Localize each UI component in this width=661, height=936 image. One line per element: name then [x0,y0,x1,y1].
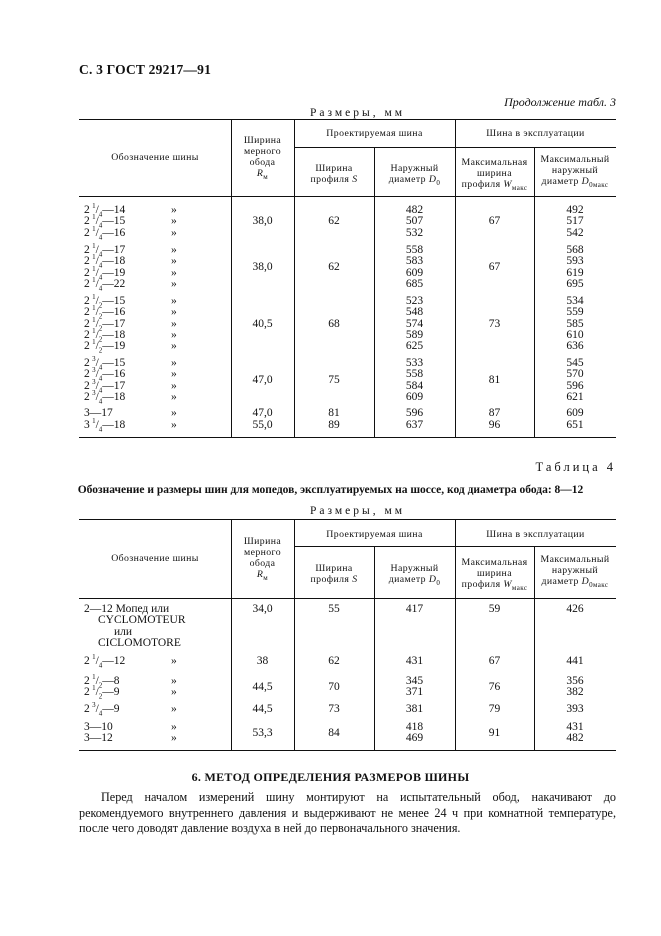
ditto-mark: » [171,340,177,353]
max-outer-diameter-value: 393 [566,703,584,715]
max-outer-diameter-value: 593 [566,255,584,268]
ditto-mark: » [171,277,177,290]
tire-designation-text: 3 $^1/_4—18$ [84,417,126,434]
section-width-value: 68 [328,317,340,330]
header-section-width: Ширина профиля S [310,163,358,185]
t4-header-design-tire: Проектируемая шина [326,529,423,540]
max-outer-diameter-value: 545 [566,357,584,369]
outer-diameter-value: 371 [405,686,424,699]
tire-designation-text: 2 $^1/_4—19$ [84,264,126,281]
ditto-mark: » [171,675,177,687]
dimensions-label-table3: Размеры, мм [310,107,406,119]
max-outer-diameter-value: 441 [566,655,584,667]
table4-bottom-rule [79,750,616,751]
dimensions-label-table4: Размеры, мм [310,505,406,517]
max-section-width-value: 79 [488,703,501,715]
max-section-width-value: 96 [488,419,501,431]
max-outer-diameter-value: 570 [566,368,584,381]
tire-designation [84,366,229,383]
tire-designation-text: 2 $^1/_4—17$ [84,242,126,259]
ditto-mark: » [171,407,177,419]
outer-diameter-value: 533 [405,357,424,369]
max-outer-diameter-value: 619 [566,266,584,279]
tire-designation [84,408,229,419]
max-outer-diameter-value: 596 [566,379,584,392]
t4-header-designation: Обозначение шины [111,553,199,564]
tire-designation-text: 2 $^1/_2—17$ [84,315,126,332]
t4-header-rim-width: Ширина мерного обода $R_м$ [243,536,282,582]
ditto-mark: » [171,655,177,667]
tire-designation-text: 2 $^3/_4—15$ [84,355,126,372]
outer-diameter-value: 417 [405,603,424,615]
tire-designation [84,653,229,670]
tire-designation [84,253,229,270]
max-outer-diameter-value: 482 [566,732,584,745]
rim-width-value: 47,0 [252,373,273,386]
table4-col-divider [455,519,456,750]
tire-designation [84,417,229,434]
outer-diameter-value: 523 [405,295,424,307]
tire-designation [84,213,229,230]
rim-width-value: 38,0 [252,215,273,228]
max-outer-diameter-value: 568 [566,244,584,256]
tire-designation-text: 2 $^1/_2—19$ [84,338,126,355]
tire-designation-text: CICLOMOTORE [98,636,181,649]
outer-diameter-value: 482 [405,204,424,216]
ditto-mark: » [171,419,177,431]
outer-diameter-value: 637 [405,419,424,431]
outer-diameter-value: 431 [405,655,424,667]
header-outer-diameter: Наружный диаметр $D_0$ [388,163,441,187]
ditto-mark: » [171,317,177,330]
section-width-value: 55 [328,603,340,615]
outer-diameter-value: 418 [405,721,424,733]
max-outer-diameter-value: 585 [566,317,584,330]
rim-width-value: 38,0 [252,260,273,273]
tire-designation-text: CYCLOMOTEUR [98,614,186,627]
outer-diameter-value: 584 [405,379,424,392]
header-designation: Обозначение шины [111,152,199,163]
tire-designation-text: 2 $^3/_4—16$ [84,366,126,383]
rim-width-value: 47,0 [252,407,273,419]
max-outer-diameter-value: 492 [566,204,584,216]
outer-diameter-value: 625 [405,340,424,353]
outer-diameter-value: 685 [405,277,424,290]
max-section-width-value: 87 [488,407,501,419]
t4-header-outer-diameter: Наружный диаметр $D_0$ [388,563,441,587]
max-outer-diameter-value: 621 [566,390,584,403]
section-width-value: 89 [328,419,340,431]
ditto-mark: » [171,328,177,341]
header-service-tire: Шина в эксплуатации [486,128,585,139]
table3-header-rule [79,196,616,197]
section-width-value: 62 [328,215,340,228]
section-width-value: 84 [328,726,340,739]
table3-top-rule [79,119,616,120]
outer-diameter-value: 609 [405,390,424,403]
outer-diameter-value: 548 [405,306,424,319]
max-section-width-value: 76 [488,680,501,693]
outer-diameter-value: 507 [405,215,424,228]
ditto-mark: » [171,295,177,307]
tire-designation-text: 2 $^1/_2—18$ [84,327,126,344]
ditto-mark: » [171,686,177,699]
max-outer-diameter-value: 517 [566,215,584,228]
header-max-outer-diameter: Максимальный наружный диаметр $D_{0макс}$ [540,154,610,189]
ditto-mark: » [171,703,177,715]
outer-diameter-value: 469 [405,732,424,745]
outer-diameter-value: 381 [405,703,424,715]
table4-label: Таблица 4 [535,460,616,474]
tire-designation-text: 2 $^1/_4—18$ [84,253,126,270]
max-outer-diameter-value: 356 [566,675,584,687]
max-outer-diameter-value: 609 [566,407,584,419]
outer-diameter-value: 558 [405,244,424,256]
ditto-mark: » [171,255,177,268]
tire-designation-text: 2 $^1/_4—12$ [84,653,126,670]
ditto-mark: » [171,215,177,228]
t4-header-section-width: Ширина профиля S [310,563,358,585]
ditto-mark: » [171,721,177,733]
rim-width-value: 34,0 [252,603,273,615]
rim-width-value: 44,5 [252,703,273,715]
max-section-width-value: 67 [488,655,501,667]
max-outer-diameter-value: 431 [566,721,584,733]
t4-header-max-outer-diameter: Максимальный наружный диаметр $D_{0макс}$ [540,554,610,589]
max-outer-diameter-value: 426 [566,603,584,615]
max-outer-diameter-value: 382 [566,686,584,699]
tire-designation-text: или [114,625,133,638]
table4-col-divider [294,519,295,750]
rim-width-value: 40,5 [252,317,273,330]
outer-diameter-value: 609 [405,266,424,279]
header-design-tire: Проектируемая шина [326,128,423,139]
tire-designation-text: 2 $^1/_4—16$ [84,224,126,241]
rim-width-value: 38 [256,655,269,667]
tire-designation-text: 2 $^1/_2—8$ [84,673,120,690]
max-section-width-value: 91 [488,726,501,739]
ditto-mark: » [171,368,177,381]
continuation-note: Продолжение табл. 3 [504,95,616,109]
outer-diameter-value: 558 [405,368,424,381]
tire-designation [84,684,229,701]
outer-diameter-value: 532 [405,226,424,239]
t4-header-service-tire: Шина в эксплуатации [486,529,585,540]
section-title: 6. МЕТОД ОПРЕДЕЛЕНИЯ РАЗМЕРОВ ШИНЫ [191,770,470,784]
section-width-value: 75 [328,373,340,386]
section-width-value: 81 [328,407,340,419]
tire-designation-text: 2 $^1/_4—14$ [84,202,126,219]
tire-designation-text: 2 $^1/_4—22$ [84,276,126,293]
section-width-value: 62 [328,655,340,667]
max-outer-diameter-value: 559 [566,306,584,319]
ditto-mark: » [171,390,177,403]
outer-diameter-value: 574 [405,317,424,330]
max-outer-diameter-value: 534 [566,295,584,307]
table4-header-rule [79,598,616,599]
ditto-mark: » [171,226,177,239]
rim-width-value: 53,3 [252,726,273,739]
outer-diameter-value: 345 [405,675,424,687]
tire-designation-text: 3—17 [84,407,113,419]
rim-width-value: 55,0 [252,419,273,431]
outer-diameter-value: 589 [405,328,424,341]
tire-designation-text: 2 $^1/_2—9$ [84,684,120,701]
tire-designation [84,276,229,293]
max-section-width-value: 81 [488,373,501,386]
max-outer-diameter-value: 636 [566,340,584,353]
tire-designation-text: 2 $^3/_4—9$ [84,701,120,718]
tire-designation [84,304,229,321]
max-outer-diameter-value: 651 [566,419,584,431]
tire-designation [84,338,229,355]
max-outer-diameter-value: 542 [566,226,584,239]
max-section-width-value: 73 [488,317,501,330]
outer-diameter-value: 596 [405,407,424,419]
tire-designation [84,224,229,241]
header-max-section-width: Максимальная ширина профиля $W_{макс}$ [461,157,528,192]
ditto-mark: » [171,306,177,319]
page-header: С. 3 ГОСТ 29217—91 [79,62,212,77]
max-section-width-value: 67 [488,260,501,273]
max-outer-diameter-value: 695 [566,277,584,290]
tire-designation-text: 3—12 [84,732,113,745]
ditto-mark: » [171,379,177,392]
tire-designation [98,638,243,649]
tire-designation-text: 2—12 Мопед или [84,603,170,615]
max-outer-diameter-value: 610 [566,328,584,341]
ditto-mark: » [171,732,177,745]
section-width-value: 62 [328,260,340,273]
ditto-mark: » [171,266,177,279]
table3-bottom-rule [79,437,616,438]
tire-designation [84,389,229,406]
t4-header-max-section-width: Максимальная ширина профиля $W_{макс}$ [461,557,528,592]
section-width-value: 70 [328,680,340,693]
tire-designation-text: 3—10 [84,721,113,733]
table4-title: Обозначение и размеры шин для мопедов, эксплуатируемых на шоссе, код диаметра обода: 8—12 [77,484,584,496]
tire-designation-text: 2 $^1/_2—15$ [84,293,126,310]
outer-diameter-value: 583 [405,255,424,268]
table4-top-rule [79,519,616,520]
ditto-mark: » [171,357,177,369]
ditto-mark: » [171,244,177,256]
max-section-width-value: 59 [488,603,501,615]
tire-designation [84,733,229,744]
ditto-mark: » [171,204,177,216]
tire-designation-text: 2 $^3/_4—17$ [84,377,126,394]
tire-designation-text: 2 $^3/_4—18$ [84,389,126,406]
rim-width-value: 44,5 [252,680,273,693]
tire-designation [84,701,229,718]
header-rim-width: Ширина мерного обода $R_м$ [243,135,282,181]
section-paragraph: Перед началом измерений шину монтируют на испытательный обод, накачивают до рекомендуемого внутреннего давления и выдерживают не менее 24 ч при комнатной температуре, после чего доводят давление воздуха в ней до первоначального значения. [79,790,616,835]
max-section-width-value: 67 [488,215,501,228]
tire-designation-text: 2 $^1/_2—16$ [84,304,126,321]
section-width-value: 73 [328,703,340,715]
tire-designation-text: 2 $^1/_4—15$ [84,213,126,230]
